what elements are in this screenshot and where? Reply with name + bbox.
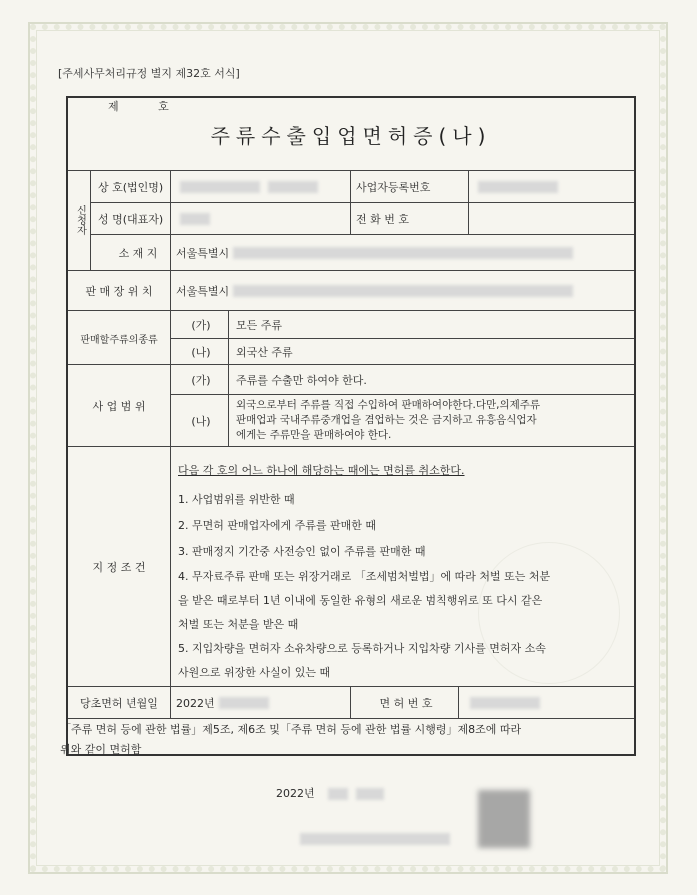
scope-mark-a: (가)	[191, 374, 211, 387]
initial-license-value	[176, 688, 346, 718]
official-stamp	[478, 790, 530, 848]
condition-item: 3. 판매정지 기간중 사전승인 없이 주류를 판매한 때	[178, 545, 426, 558]
condition-item: 을 받은 때로부터 1년 이내에 동일한 유형의 새로운 범칙행위로 또 다시 같은	[178, 594, 543, 607]
condition-item: 2. 무면허 판매업자에게 주류를 판매한 때	[178, 519, 376, 532]
liquor-type-text-a: 모든 주류	[236, 319, 283, 332]
condition-item: 1. 사업범위를 위반한 때	[178, 493, 295, 506]
initial-license-label: 당초면허 년월일	[80, 697, 158, 710]
scope-text-b	[236, 398, 632, 443]
scope-text-b-line: 외국으로부터 주류를 직접 수입하여 판매하여야한다.다만,의제주류	[236, 399, 541, 411]
phone-value	[474, 204, 624, 234]
issue-date	[276, 785, 384, 801]
sales-location-label: 판 매 장 위 치	[85, 285, 153, 298]
number-label: 제 호	[108, 100, 187, 113]
condition-item: 사원으로 위장한 사실이 있는 때	[178, 666, 331, 679]
trade-name-value	[176, 172, 346, 202]
scope-text-b-line: 판매업과 국내주류중개업을 겸업하는 것은 금지하고 유흥음식업자	[236, 414, 537, 426]
issuer-name	[296, 828, 450, 847]
scope-label: 사 업 범 위	[92, 400, 146, 413]
address-label: 소 재 지	[118, 247, 158, 260]
name-value	[176, 204, 346, 234]
sales-location-city: 서울특별시	[176, 285, 230, 298]
sales-location-value	[176, 272, 630, 310]
liquor-type-mark-b: (나)	[191, 345, 211, 359]
business-reg-label: 사업자등록번호	[356, 181, 431, 194]
liquor-type-text-b: 외국산 주류	[236, 345, 293, 359]
business-reg-value	[474, 172, 624, 202]
address-city: 서울특별시	[176, 247, 230, 260]
address-value	[176, 236, 630, 270]
legal-basis-line: 「주류 면허 등에 관한 법률」제5조, 제6조 및「주류 면허 등에 관한 법률 시행령」제8조에 따라	[60, 723, 522, 736]
initial-license-year: 2022년	[176, 697, 215, 710]
scope-text-a: 주류를 수출만 하여야 한다.	[236, 374, 367, 387]
license-form	[66, 96, 636, 756]
condition-item: 4. 무자료주류 판매 또는 위장거래로 「조세범처벌법」에 따라 처벌 또는 처분	[178, 570, 551, 583]
page-title: 주류수출입업면허증(나)	[210, 124, 492, 148]
liquor-type-mark-a: (가)	[191, 319, 211, 332]
conditions-intro: 다음 각 호의 어느 하나에 해당하는 때에는 면허를 취소한다.	[178, 464, 465, 477]
license-no-label: 면 허 번 호	[379, 697, 433, 710]
license-no-value	[466, 688, 626, 718]
issue-year: 2022년	[276, 787, 315, 800]
applicant-label: 신청자	[74, 205, 86, 235]
legal-basis-line: 위와 같이 면허함	[60, 743, 142, 756]
condition-item: 5. 지입차량을 면허자 소유차량으로 등록하거나 지입차량 기사를 면허자 소속	[178, 642, 546, 655]
condition-item: 처벌 또는 처분을 받은 때	[178, 618, 299, 631]
phone-label: 전 화 번 호	[356, 213, 409, 226]
seal-watermark	[478, 542, 620, 684]
legal-basis-text	[60, 720, 640, 760]
liquor-type-label: 판매할주류의종류	[80, 334, 158, 346]
name-label: 성 명(대표자)	[98, 213, 164, 226]
scope-text-b-line: 에게는 주류만을 판매하여야 한다.	[236, 429, 392, 441]
conditions-label: 지 정 조 건	[92, 561, 146, 574]
trade-name-label: 상 호(법인명)	[98, 181, 164, 194]
form-reference-note: [주세사무처리규정 별지 제32호 서식]	[58, 67, 240, 80]
scope-mark-b: (나)	[191, 414, 211, 428]
